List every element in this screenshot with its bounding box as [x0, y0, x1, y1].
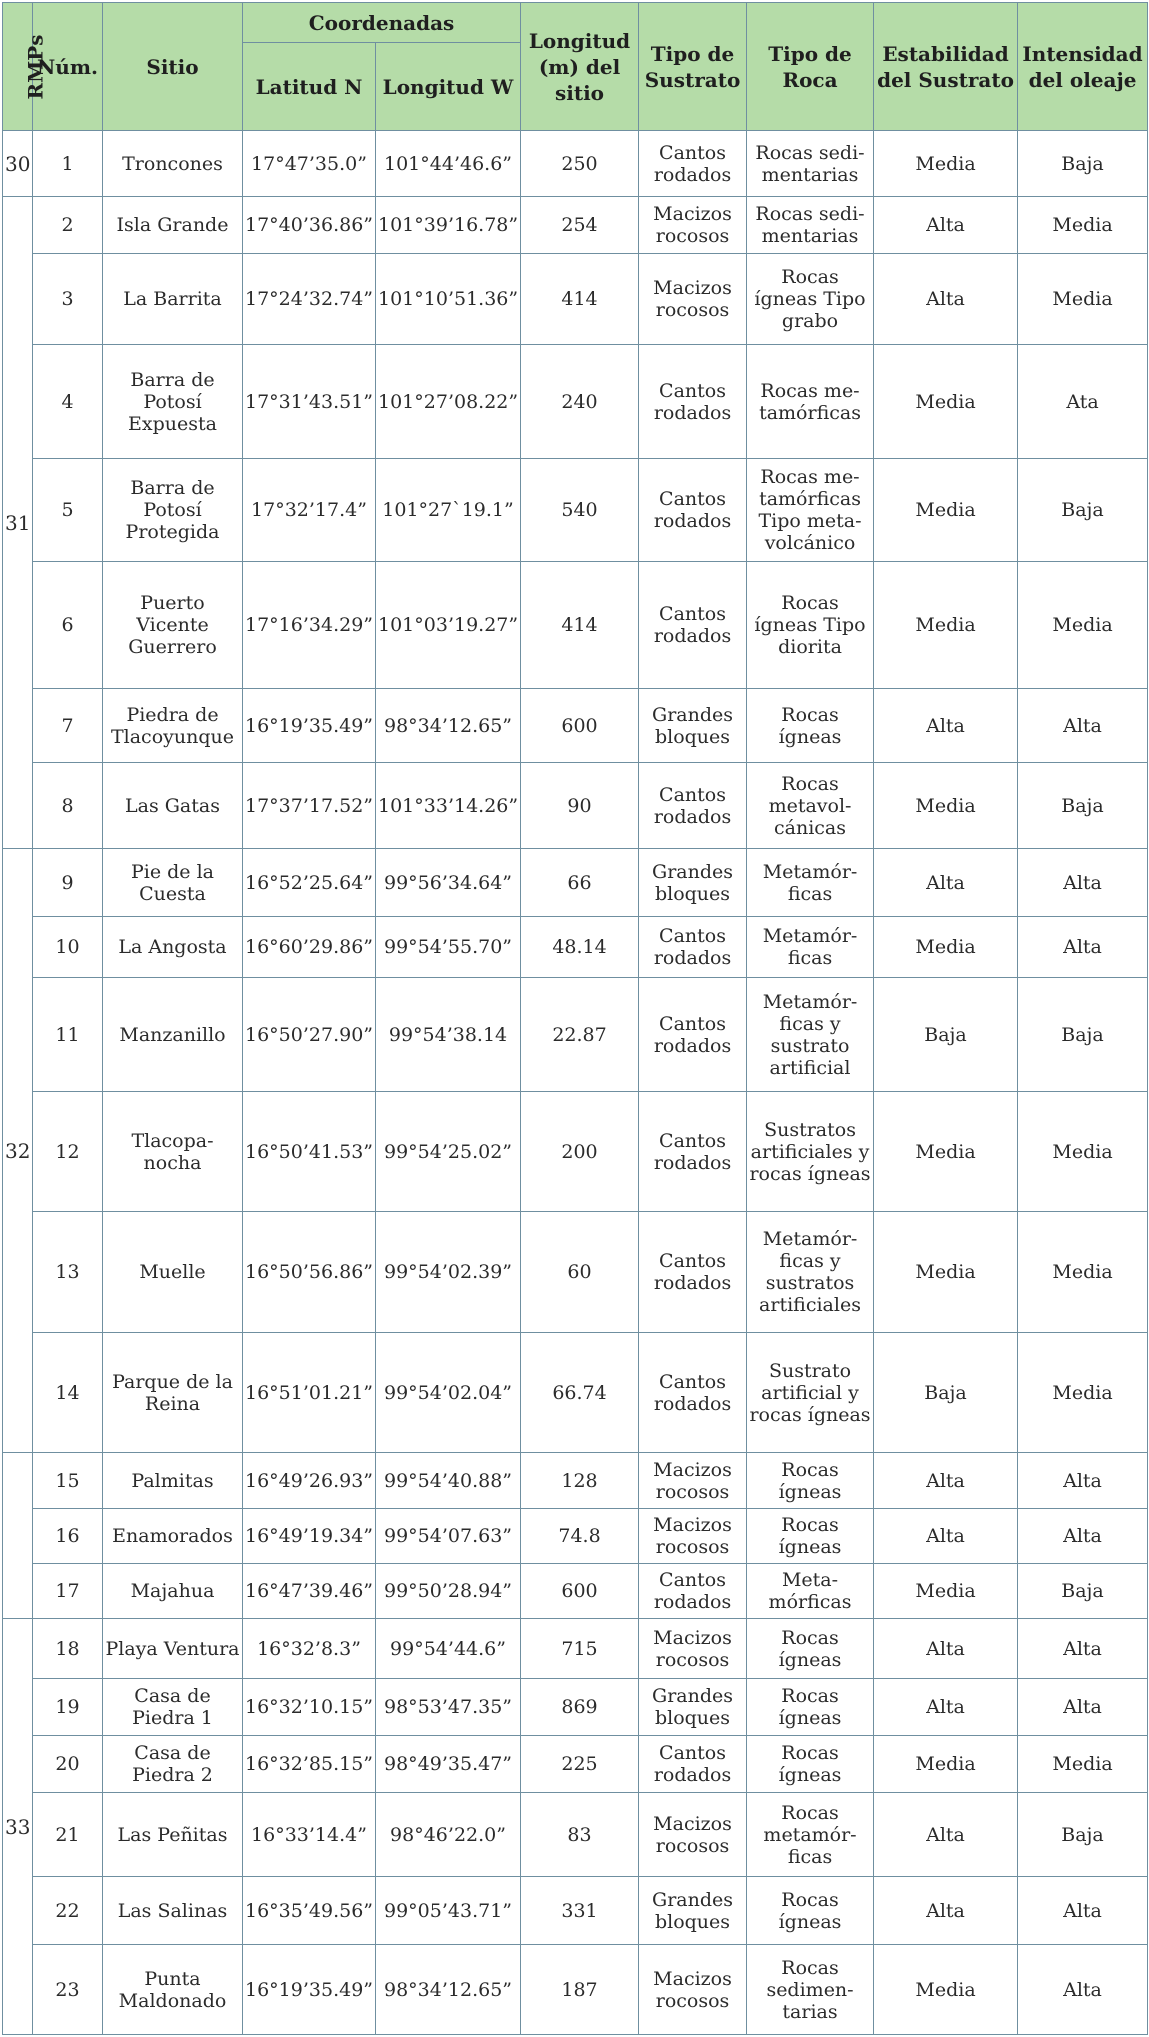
- cell-longitud: 98°46’22.0”: [376, 1793, 521, 1877]
- cell-estabilidad: Alta: [874, 1619, 1018, 1679]
- cell-roca: Metamór-ficas y sustratos artificiales: [747, 1212, 874, 1333]
- table-row: [3, 562, 1148, 689]
- cell-longitud-sitio: 200: [521, 1092, 639, 1212]
- cell-sustrato: Grandes bloques: [639, 849, 747, 917]
- cell-roca: Rocas sedimen-tarias: [747, 1945, 874, 2035]
- cell-longitud-sitio: 540: [521, 459, 639, 562]
- cell-sustrato: Macizos rocosos: [639, 1509, 747, 1564]
- header-rmps-label: RMPs: [23, 33, 48, 100]
- cell-roca: Sustratos artificiales y rocas ígneas: [747, 1092, 874, 1212]
- cell-longitud-sitio: 414: [521, 562, 639, 689]
- cell-sitio: Barra de Potosí Expuesta: [103, 345, 243, 459]
- cell-sustrato: Cantos rodados: [639, 1564, 747, 1619]
- cell-longitud-sitio: 90: [521, 763, 639, 849]
- cell-estabilidad: Media: [874, 131, 1018, 197]
- header-oleaje: Intensidad del oleaje: [1018, 3, 1148, 131]
- cell-sitio: Casa de Piedra 1: [103, 1679, 243, 1736]
- cell-num: 19: [33, 1679, 103, 1736]
- cell-oleaje: Media: [1018, 1333, 1148, 1453]
- cell-roca: Metamór-ficas: [747, 917, 874, 978]
- header-roca: Tipo de Roca: [747, 3, 874, 131]
- cell-num: 3: [33, 254, 103, 345]
- cell-longitud-sitio: 414: [521, 254, 639, 345]
- cell-roca: Rocas ígneas: [747, 1877, 874, 1945]
- cell-longitud-sitio: 600: [521, 689, 639, 763]
- cell-latitud: 17°32’17.4”: [243, 459, 376, 562]
- cell-sitio: La Angosta: [103, 917, 243, 978]
- cell-sitio: Puerto Vicente Guerrero: [103, 562, 243, 689]
- sites-table: [2, 2, 1148, 2035]
- cell-longitud-sitio: 187: [521, 1945, 639, 2035]
- cell-roca: Metamór-ficas: [747, 849, 874, 917]
- cell-sitio: Troncones: [103, 131, 243, 197]
- table-row: [3, 1453, 1148, 1509]
- table-row: [3, 1619, 1148, 1679]
- cell-sustrato: Grandes bloques: [639, 689, 747, 763]
- cell-estabilidad: Media: [874, 1945, 1018, 2035]
- cell-oleaje: Media: [1018, 1092, 1148, 1212]
- cell-sitio: Pie de la Cuesta: [103, 849, 243, 917]
- cell-latitud: 17°16’34.29”: [243, 562, 376, 689]
- cell-estabilidad: Media: [874, 459, 1018, 562]
- cell-sitio: Piedra de Tlacoyunque: [103, 689, 243, 763]
- table-row: [3, 345, 1148, 459]
- cell-sitio: Las Gatas: [103, 763, 243, 849]
- cell-oleaje: Baja: [1018, 459, 1148, 562]
- cell-oleaje: Media: [1018, 1736, 1148, 1793]
- cell-num: 21: [33, 1793, 103, 1877]
- cell-latitud: 17°47’35.0”: [243, 131, 376, 197]
- cell-sustrato: Macizos rocosos: [639, 1945, 747, 2035]
- cell-num: 12: [33, 1092, 103, 1212]
- cell-num: 22: [33, 1877, 103, 1945]
- cell-sustrato: Cantos rodados: [639, 1333, 747, 1453]
- cell-sitio: Casa de Piedra 2: [103, 1736, 243, 1793]
- cell-estabilidad: Baja: [874, 978, 1018, 1092]
- cell-longitud-sitio: 331: [521, 1877, 639, 1945]
- cell-latitud: 17°40’36.86”: [243, 197, 376, 254]
- cell-latitud: 16°50’41.53”: [243, 1092, 376, 1212]
- cell-latitud: 16°19’35.49”: [243, 1945, 376, 2035]
- cell-sitio: Majahua: [103, 1564, 243, 1619]
- cell-longitud: 99°54’07.63”: [376, 1509, 521, 1564]
- cell-rmps: 30: [3, 131, 33, 197]
- header-sustrato: Tipo de Sustrato: [639, 3, 747, 131]
- cell-longitud: 101°03’19.27”: [376, 562, 521, 689]
- cell-oleaje: Alta: [1018, 1509, 1148, 1564]
- table-row: [3, 131, 1148, 197]
- table-row: [3, 1945, 1148, 2035]
- cell-longitud: 98°53’47.35”: [376, 1679, 521, 1736]
- cell-roca: Rocas ígneas Tipo grabo: [747, 254, 874, 345]
- cell-longitud: 101°33’14.26”: [376, 763, 521, 849]
- cell-roca: Rocas ígneas Tipo diorita: [747, 562, 874, 689]
- cell-oleaje: Baja: [1018, 131, 1148, 197]
- cell-num: 10: [33, 917, 103, 978]
- cell-oleaje: Baja: [1018, 1793, 1148, 1877]
- cell-longitud: 99°05’43.71”: [376, 1877, 521, 1945]
- cell-longitud-sitio: 600: [521, 1564, 639, 1619]
- cell-estabilidad: Media: [874, 1092, 1018, 1212]
- table-row: [3, 1877, 1148, 1945]
- table-row: [3, 459, 1148, 562]
- header-latitud: Latitud N: [243, 43, 376, 131]
- table-header: [3, 3, 1148, 131]
- table-row: [3, 849, 1148, 917]
- cell-longitud-sitio: 66: [521, 849, 639, 917]
- cell-longitud-sitio: 250: [521, 131, 639, 197]
- cell-oleaje: Alta: [1018, 917, 1148, 978]
- cell-oleaje: Media: [1018, 562, 1148, 689]
- cell-latitud: 16°32’8.3”: [243, 1619, 376, 1679]
- table-body: [3, 131, 1148, 2035]
- header-rmps: [3, 3, 48, 131]
- cell-oleaje: Baja: [1018, 1564, 1148, 1619]
- cell-latitud: 16°52’25.64”: [243, 849, 376, 917]
- cell-sustrato: Cantos rodados: [639, 562, 747, 689]
- cell-sitio: La Barrita: [103, 254, 243, 345]
- header-num: Núm.: [33, 3, 103, 131]
- cell-num: 15: [33, 1453, 103, 1509]
- cell-latitud: 17°31’43.51”: [243, 345, 376, 459]
- cell-estabilidad: Media: [874, 917, 1018, 978]
- cell-longitud: 99°54’02.04”: [376, 1333, 521, 1453]
- cell-sustrato: Macizos rocosos: [639, 1619, 747, 1679]
- cell-estabilidad: Alta: [874, 1877, 1018, 1945]
- header-longitud-sitio: Longitud (m) del sitio: [521, 3, 639, 131]
- cell-oleaje: Alta: [1018, 849, 1148, 917]
- cell-roca: Rocas ígneas: [747, 1509, 874, 1564]
- cell-sitio: Las Salinas: [103, 1877, 243, 1945]
- cell-latitud: 16°50’56.86”: [243, 1212, 376, 1333]
- cell-longitud: 98°49’35.47”: [376, 1736, 521, 1793]
- cell-longitud: 99°50’28.94”: [376, 1564, 521, 1619]
- cell-estabilidad: Media: [874, 562, 1018, 689]
- table-row: [3, 1564, 1148, 1619]
- cell-latitud: 16°32’85.15”: [243, 1736, 376, 1793]
- cell-sustrato: Macizos rocosos: [639, 1453, 747, 1509]
- cell-estabilidad: Media: [874, 345, 1018, 459]
- cell-sustrato: Grandes bloques: [639, 1679, 747, 1736]
- cell-longitud-sitio: 66.74: [521, 1333, 639, 1453]
- cell-estabilidad: Alta: [874, 689, 1018, 763]
- cell-roca: Rocas metavol-cánicas: [747, 763, 874, 849]
- cell-oleaje: Alta: [1018, 1453, 1148, 1509]
- table-row: [3, 1092, 1148, 1212]
- cell-oleaje: Alta: [1018, 1945, 1148, 2035]
- cell-latitud: 16°47’39.46”: [243, 1564, 376, 1619]
- cell-longitud: 101°39’16.78”: [376, 197, 521, 254]
- cell-latitud: 16°51’01.21”: [243, 1333, 376, 1453]
- cell-sustrato: Cantos rodados: [639, 1212, 747, 1333]
- cell-estabilidad: Alta: [874, 254, 1018, 345]
- cell-roca: Rocas me-tamórficas Tipo meta-volcánico: [747, 459, 874, 562]
- cell-num: 14: [33, 1333, 103, 1453]
- cell-sitio: Palmitas: [103, 1453, 243, 1509]
- cell-roca: Metamór-ficas y sustrato artificial: [747, 978, 874, 1092]
- cell-longitud: 99°54’55.70”: [376, 917, 521, 978]
- cell-longitud: 99°54’40.88”: [376, 1453, 521, 1509]
- cell-longitud: 99°54’38.14: [376, 978, 521, 1092]
- cell-num: 17: [33, 1564, 103, 1619]
- table-row: [3, 254, 1148, 345]
- cell-roca: Meta-mórficas: [747, 1564, 874, 1619]
- cell-longitud-sitio: 128: [521, 1453, 639, 1509]
- cell-rmps: 33: [3, 1619, 33, 2035]
- header-longitud: Longitud W: [376, 43, 521, 131]
- cell-sitio: Isla Grande: [103, 197, 243, 254]
- cell-longitud-sitio: 715: [521, 1619, 639, 1679]
- cell-latitud: 16°49’26.93”: [243, 1453, 376, 1509]
- cell-longitud-sitio: 60: [521, 1212, 639, 1333]
- cell-num: 2: [33, 197, 103, 254]
- cell-longitud-sitio: 240: [521, 345, 639, 459]
- cell-num: 9: [33, 849, 103, 917]
- cell-latitud: 17°37’17.52”: [243, 763, 376, 849]
- cell-num: 8: [33, 763, 103, 849]
- cell-longitud: 98°34’12.65”: [376, 689, 521, 763]
- cell-longitud: 99°56’34.64”: [376, 849, 521, 917]
- cell-roca: Rocas ígneas: [747, 689, 874, 763]
- cell-oleaje: Ata: [1018, 345, 1148, 459]
- cell-sustrato: Cantos rodados: [639, 1736, 747, 1793]
- cell-sustrato: Macizos rocosos: [639, 254, 747, 345]
- table-row: [3, 1333, 1148, 1453]
- cell-longitud-sitio: 225: [521, 1736, 639, 1793]
- cell-sitio: Muelle: [103, 1212, 243, 1333]
- cell-oleaje: Alta: [1018, 689, 1148, 763]
- table-row: [3, 1679, 1148, 1736]
- cell-sitio: Playa Ventura: [103, 1619, 243, 1679]
- cell-latitud: 16°60’29.86”: [243, 917, 376, 978]
- header-sitio: Sitio: [103, 3, 243, 131]
- cell-num: 16: [33, 1509, 103, 1564]
- cell-roca: Rocas ígneas: [747, 1619, 874, 1679]
- cell-num: 5: [33, 459, 103, 562]
- cell-sustrato: Cantos rodados: [639, 459, 747, 562]
- cell-sitio: Parque de la Reina: [103, 1333, 243, 1453]
- cell-longitud: 101°27`19.1”: [376, 459, 521, 562]
- cell-latitud: 16°49’19.34”: [243, 1509, 376, 1564]
- cell-estabilidad: Media: [874, 763, 1018, 849]
- cell-num: 20: [33, 1736, 103, 1793]
- cell-sitio: Manzanillo: [103, 978, 243, 1092]
- cell-oleaje: Media: [1018, 254, 1148, 345]
- cell-sustrato: Cantos rodados: [639, 345, 747, 459]
- cell-oleaje: Baja: [1018, 978, 1148, 1092]
- cell-latitud: 17°24’32.74”: [243, 254, 376, 345]
- cell-oleaje: Media: [1018, 1212, 1148, 1333]
- cell-roca: Rocas ígneas: [747, 1679, 874, 1736]
- cell-longitud-sitio: 22.87: [521, 978, 639, 1092]
- cell-num: 18: [33, 1619, 103, 1679]
- cell-sustrato: Cantos rodados: [639, 1092, 747, 1212]
- cell-longitud: 99°54’25.02”: [376, 1092, 521, 1212]
- table-row: [3, 1793, 1148, 1877]
- cell-estabilidad: Media: [874, 1736, 1018, 1793]
- cell-roca: Rocas sedi-mentarias: [747, 131, 874, 197]
- cell-estabilidad: Alta: [874, 197, 1018, 254]
- cell-roca: Sustrato artificial y rocas ígneas: [747, 1333, 874, 1453]
- cell-roca: Rocas ígneas: [747, 1736, 874, 1793]
- table-row: [3, 197, 1148, 254]
- table-row: [3, 917, 1148, 978]
- table-row: [3, 1212, 1148, 1333]
- cell-latitud: 16°32’10.15”: [243, 1679, 376, 1736]
- cell-estabilidad: Alta: [874, 1679, 1018, 1736]
- cell-rmps: 31: [3, 197, 33, 849]
- header-estabilidad: Estabilidad del Sustrato: [874, 3, 1018, 131]
- cell-longitud-sitio: 869: [521, 1679, 639, 1736]
- cell-estabilidad: Alta: [874, 1509, 1018, 1564]
- cell-estabilidad: Baja: [874, 1333, 1018, 1453]
- cell-sustrato: Macizos rocosos: [639, 1793, 747, 1877]
- cell-estabilidad: Media: [874, 1212, 1018, 1333]
- table-row: [3, 689, 1148, 763]
- cell-oleaje: Alta: [1018, 1619, 1148, 1679]
- cell-num: 7: [33, 689, 103, 763]
- table-row: [3, 1509, 1148, 1564]
- table-row: [3, 763, 1148, 849]
- table-row: [3, 1736, 1148, 1793]
- cell-num: 1: [33, 131, 103, 197]
- cell-roca: Rocas me-tamórficas: [747, 345, 874, 459]
- cell-sustrato: Cantos rodados: [639, 978, 747, 1092]
- cell-latitud: 16°19’35.49”: [243, 689, 376, 763]
- cell-rmps: [3, 1453, 33, 1619]
- cell-estabilidad: Alta: [874, 1793, 1018, 1877]
- cell-oleaje: Alta: [1018, 1877, 1148, 1945]
- cell-longitud: 99°54’02.39”: [376, 1212, 521, 1333]
- cell-roca: Rocas sedi-mentarias: [747, 197, 874, 254]
- cell-oleaje: Alta: [1018, 1679, 1148, 1736]
- cell-oleaje: Baja: [1018, 763, 1148, 849]
- table-row: [3, 978, 1148, 1092]
- cell-longitud: 99°54’44.6”: [376, 1619, 521, 1679]
- cell-longitud-sitio: 74.8: [521, 1509, 639, 1564]
- cell-oleaje: Media: [1018, 197, 1148, 254]
- cell-num: 13: [33, 1212, 103, 1333]
- cell-sustrato: Grandes bloques: [639, 1877, 747, 1945]
- header-coordenadas: Coordenadas: [243, 3, 521, 43]
- cell-longitud: 101°44’46.6”: [376, 131, 521, 197]
- cell-longitud: 101°10’51.36”: [376, 254, 521, 345]
- cell-estabilidad: Media: [874, 1564, 1018, 1619]
- cell-longitud-sitio: 83: [521, 1793, 639, 1877]
- cell-num: 6: [33, 562, 103, 689]
- cell-roca: Rocas metamór-ficas: [747, 1793, 874, 1877]
- cell-sustrato: Cantos rodados: [639, 763, 747, 849]
- cell-rmps: 32: [3, 849, 33, 1453]
- cell-longitud: 98°34’12.65”: [376, 1945, 521, 2035]
- cell-sitio: Las Peñitas: [103, 1793, 243, 1877]
- cell-sitio: Barra de Potosí Protegida: [103, 459, 243, 562]
- cell-estabilidad: Alta: [874, 1453, 1018, 1509]
- cell-roca: Rocas ígneas: [747, 1453, 874, 1509]
- cell-sitio: Enamorados: [103, 1509, 243, 1564]
- cell-sitio: Tlacopa-nocha: [103, 1092, 243, 1212]
- cell-sustrato: Cantos rodados: [639, 917, 747, 978]
- cell-sitio: Punta Maldonado: [103, 1945, 243, 2035]
- cell-sustrato: Cantos rodados: [639, 131, 747, 197]
- cell-sustrato: Macizos rocosos: [639, 197, 747, 254]
- cell-longitud-sitio: 48.14: [521, 917, 639, 978]
- cell-latitud: 16°35’49.56”: [243, 1877, 376, 1945]
- cell-longitud: 101°27’08.22”: [376, 345, 521, 459]
- cell-num: 4: [33, 345, 103, 459]
- cell-num: 23: [33, 1945, 103, 2035]
- cell-latitud: 16°50’27.90”: [243, 978, 376, 1092]
- cell-num: 11: [33, 978, 103, 1092]
- cell-estabilidad: Alta: [874, 849, 1018, 917]
- cell-latitud: 16°33’14.4”: [243, 1793, 376, 1877]
- cell-longitud-sitio: 254: [521, 197, 639, 254]
